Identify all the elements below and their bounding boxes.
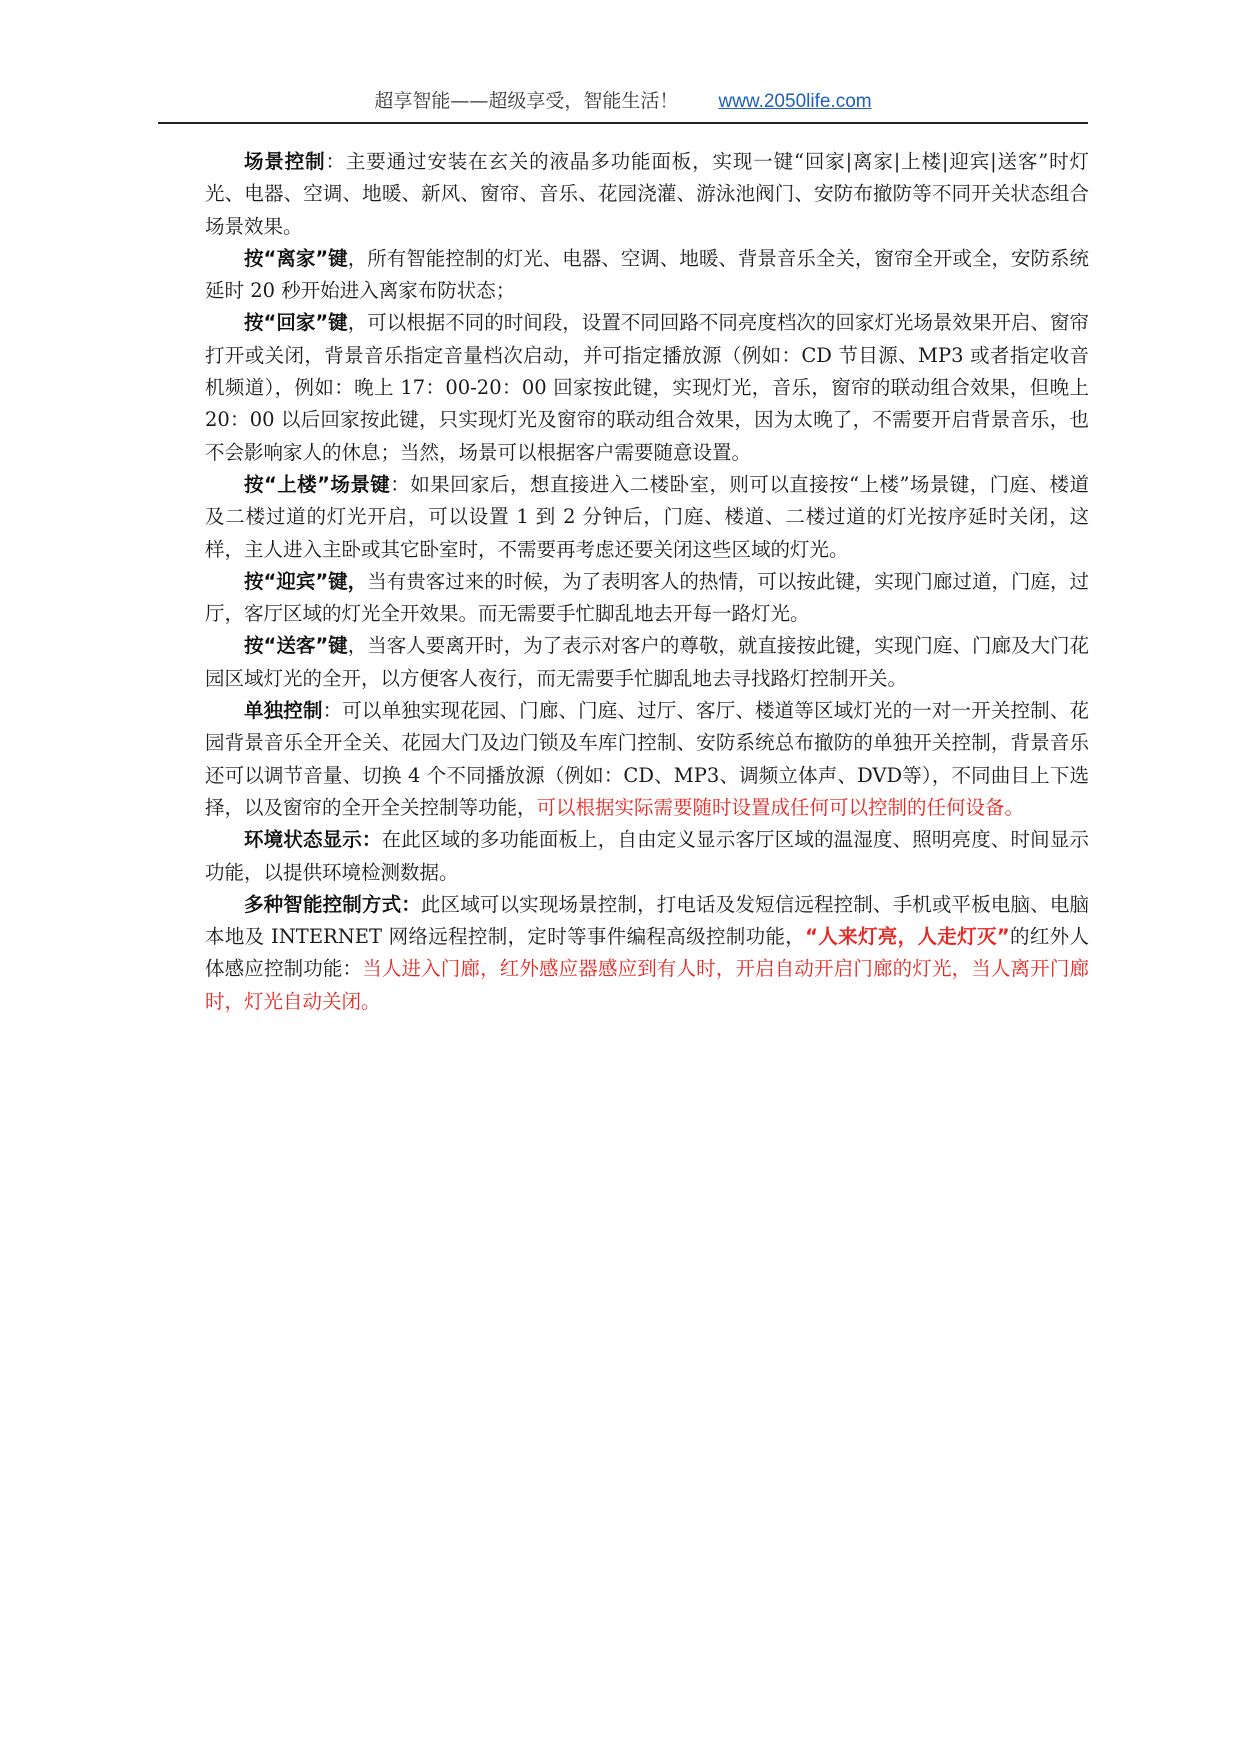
paragraph-heading: 单独控制	[244, 699, 323, 723]
paragraph-text: ，当客人要离开时，为了表示对客户的尊敬，就直接按此键，实现门庭、门廊及大门花园区域灯光的全开，以方便客人夜行，而无需要手忙脚乱地去寻找路灯控制开关。	[205, 634, 1089, 690]
paragraph-heading: 按“离家”键	[244, 246, 348, 270]
paragraph-heading: 环境状态显示：	[244, 828, 382, 852]
paragraph-text: 当有贵客过来的时候，为了表明客人的热情，可以按此键，实现门廊过道，门庭，过厅，客厅区域的灯光全开效果。而无需要手忙脚乱地去开每一路灯光。	[205, 569, 1089, 626]
paragraph-individual-control	[205, 695, 1089, 824]
paragraph-text: ，可以根据不同的时间段，设置不同回路不同亮度档次的回家灯光场景效果开启、窗帘打开或关闭，背景音乐指定音量档次启动，并可指定播放源（例如：CD 节目源、MP3 或者指定收音机频道），例如：晚上 17：00-20：00 回家按此键，实现灯光，音乐，窗帘的联动组合效果，但晚上 20：00 以后回家按此键，只实现灯光及窗帘的联动组合效果，因为太晚了，不需要开启背景音乐，也不会影响家人的休息；当然，场景可以根据客户需要随意设置。	[205, 311, 1089, 464]
paragraph-scene-control	[205, 146, 1089, 243]
paragraph-text: 此区域可以实现场景控制，打电话及发短信远程控制、手机或平板电脑、电脑本地及 INTERNET 网络远程控制，定时等事件编程高级控制功能，	[205, 892, 1089, 949]
paragraph-text: 的红外人体感应控制功能：	[205, 925, 1089, 981]
paragraph-text: 在此区域的多功能面板上，自由定义显示客厅区域的温湿度、照明亮度、时间显示功能，以提供环境检测数据。	[205, 828, 1089, 884]
paragraph-environment-display	[205, 824, 1089, 889]
paragraph-text: ：如果回家后，想直接进入二楼卧室，则可以直接按“上楼”场景键，门庭、楼道及二楼过道的灯光开启，可以设置 1 到 2 分钟后，门庭、楼道、二楼过道的灯光按序延时关闭，这样，主人进入主卧或其它卧室时，不需要再考虑还要关闭这些区域的灯光。	[205, 472, 1089, 561]
paragraph-heading: 按“迎宾”键，	[244, 569, 368, 593]
paragraph-text: ：可以单独实现花园、门廊、门庭、过厅、客厅、楼道等区域灯光的一对一开关控制、花园背景音乐全开全关、花园大门及边门锁及车库门控制、安防系统总布撤防的单独开关控制，背景音乐还可以调节音量、切换 4 个不同播放源（例如：CD、MP3、调频立体声、DVD等），不同曲目上下选择，以及窗帘的全开全关控制等功能，	[205, 699, 1089, 819]
paragraph-heading: 多种智能控制方式：	[244, 892, 421, 916]
highlighted-text: 当人进入门廊，红外感应器感应到有人时，开启自动开启门廊的灯光，当人离开门廊时，灯光自动关闭。	[205, 957, 1089, 1013]
paragraph-return-home-key	[205, 307, 1089, 468]
paragraph-upstairs-key	[205, 469, 1089, 566]
paragraph-heading: 按“回家”键	[244, 311, 348, 335]
paragraph-welcome-key	[205, 566, 1089, 631]
paragraph-heading: 按“上楼”场景键	[244, 472, 391, 496]
paragraph-text: ：主要通过安装在玄关的液晶多功能面板，实现一键“回家|离家|上楼|迎宾|送客”时灯光、电器、空调、地暖、新风、窗帘、音乐、花园浇灌、游泳池阀门、安防布撤防等不同开关状态组合场景效果。	[205, 150, 1089, 238]
header-website-link[interactable]: www.2050life.com	[718, 91, 872, 112]
document-body	[205, 146, 1089, 1018]
paragraph-text: ，所有智能控制的灯光、电器、空调、地暖、背景音乐全关，窗帘全开或全，安防系统延时 20 秒开始进入离家布防状态；	[205, 246, 1089, 303]
paragraph-leave-home-key	[205, 243, 1089, 308]
page-header	[158, 84, 1088, 124]
paragraph-heading: 按“送客”键	[244, 634, 348, 658]
header-slogan: 超享智能——超级享受，智能生活！	[374, 90, 679, 112]
highlighted-text: 可以根据实际需要随时设置成任何可以控制的任何设备。	[536, 795, 1025, 819]
paragraph-heading: 场景控制	[244, 150, 326, 173]
paragraph-control-methods	[205, 889, 1089, 1018]
highlighted-slogan: “人来灯亮，人走灯灭”	[805, 925, 1010, 949]
paragraph-farewell-key	[205, 630, 1089, 695]
